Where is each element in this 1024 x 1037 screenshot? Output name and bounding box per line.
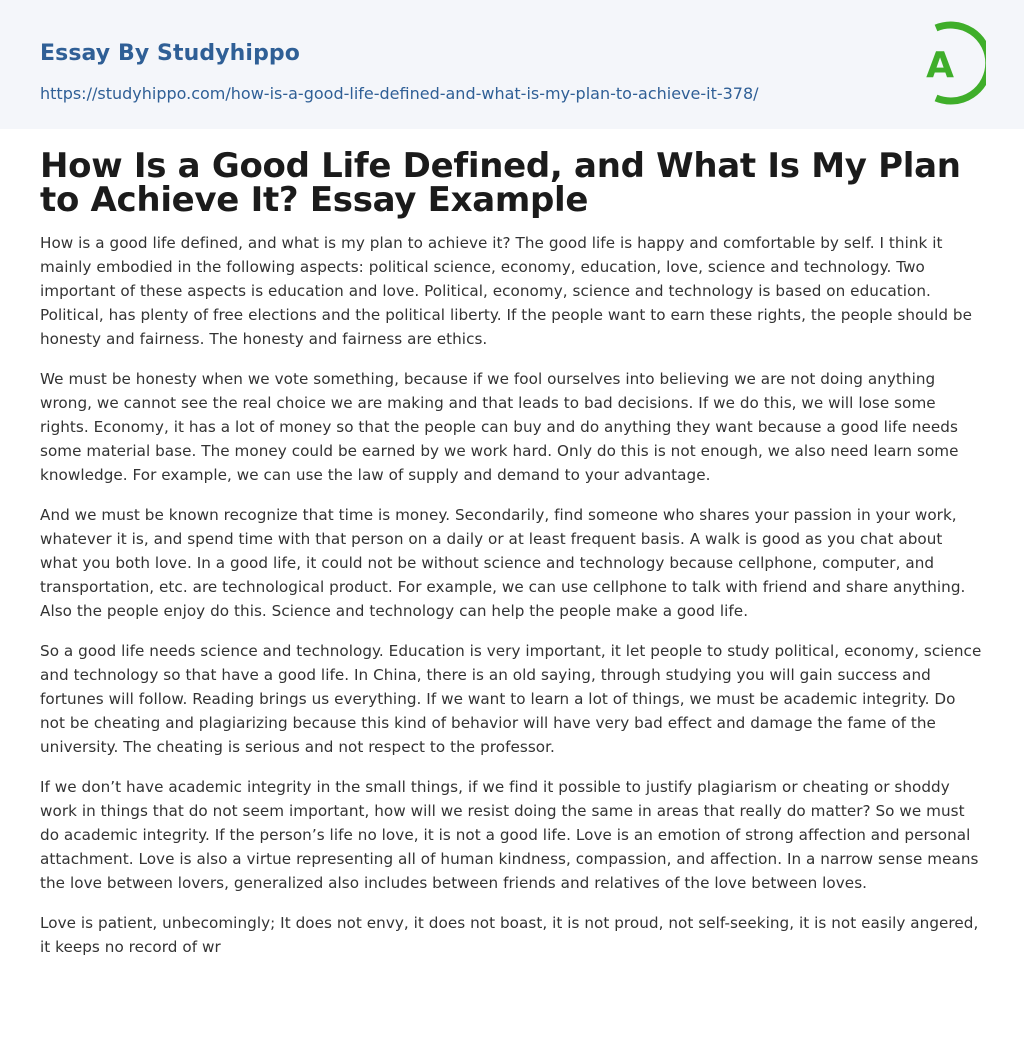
site-header <box>0 0 1024 129</box>
article-title: How Is a Good Life Defined, and What Is My Plan to Achieve It? Essay Example <box>40 146 961 220</box>
article-paragraph-3: And we must be known recognize that time is money. Secondarily, find someone who shares your passion in your work, whatever it is, and spend time with that person on a daily or at least frequent basis. A walk is good as you chat about what you both love. In a good life, it could not be without science and technology because cellphone, computer, and transportation, etc. are technological product. For example, we can use cellphone to talk with friend and share anything. Also the people enjoy do this. Science and technology can help the people make a good life. <box>40 506 966 620</box>
article-paragraph-2: We must be honesty when we vote something, because if we fool ourselves into believing we are not doing anything wrong, we cannot see the real choice we are making and that leads to bad decisions. If we do this, we will lose some rights. Economy, it has a lot of money so that the people can buy and do anything they want because a good life needs some material base. The money could be earned by we work hard. Only do this is not enough, we also need learn some knowledge. For example, we can use the law of supply and demand to your advantage. <box>40 370 959 484</box>
logo-letter: A <box>926 45 954 86</box>
article-paragraph-4: So a good life needs science and technology. Education is very important, it let people to study political, economy, science and technology so that have a good life. In China, there is an old saying, through studying you will gain success and fortunes will follow. Reading brings us everything. If we want to learn a lot of things, we must be academic integrity. Do not be cheating and plagiarizing because this kind of behavior will have very bad effect and damage the fame of the university. The cheating is serious and not respect to the professor. <box>40 642 982 756</box>
studyhippo-logo-icon[interactable] <box>914 20 986 106</box>
article <box>0 146 1024 959</box>
brand-title[interactable]: Essay By Studyhippo <box>40 41 300 66</box>
article-paragraph-6: Love is patient, unbecomingly; It does not envy, it does not boast, it is not proud, not self-seeking, it is not easily angered, it keeps no record of wr <box>40 914 979 956</box>
essay-url-link[interactable]: https://studyhippo.com/how-is-a-good-life-defined-and-what-is-my-plan-to-achieve-it-378/ <box>40 84 759 103</box>
article-paragraph-5: If we don’t have academic integrity in the small things, if we find it possible to justify plagiarism or cheating or shoddy work in things that do not seem important, how will we resist doing the same in areas that really do matter? So we must do academic integrity. If the person’s life no love, it is not a good life. Love is an emotion of strong affection and personal attachment. Love is also a virtue representing all of human kindness, compassion, and affection. In a narrow sense means the love between lovers, generalized also includes between friends and relatives of the love between loves. <box>40 778 979 892</box>
article-paragraph-1: How is a good life defined, and what is my plan to achieve it? The good life is happy and comfortable by self. I think it mainly embodied in the following aspects: political science, economy, education, love, science and technology. Two important of these aspects is education and love. Political, economy, science and technology is based on education. Political, has plenty of free elections and the political liberty. If the people want to earn these rights, the people should be honesty and fairness. The honesty and fairness are ethics. <box>40 234 973 348</box>
